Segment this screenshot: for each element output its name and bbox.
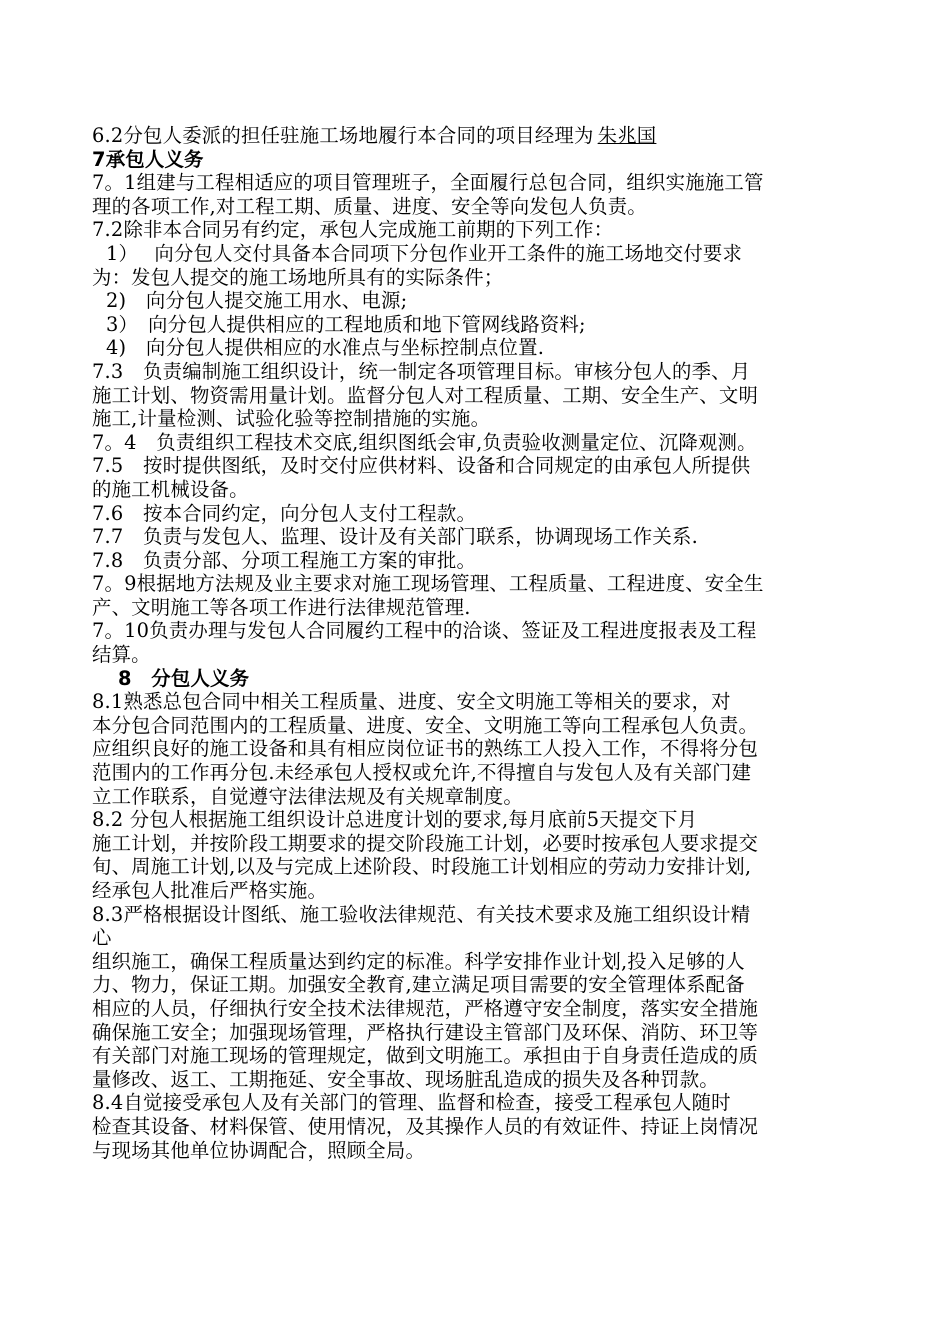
clause-7-2-item-3: 3） 向分包人提供相应的工程地质和地下管网线路资料; (106, 312, 586, 336)
clause-7-1-line-2: 理的各项工作,对工程工期、质量、进度、安全等向发包人负责。 (92, 194, 647, 218)
clause-8-1-line-3: 应组织良好的施工设备和具有相应岗位证书的熟练工人投入工作，不得将分包 (92, 737, 759, 761)
clause-6-2 (92, 124, 867, 148)
clause-7-5-line-1: 7.5 按时提供图纸，及时交付应供材料、设备和合同规定的由承包人所提供 (92, 454, 751, 478)
clause-8-4-line-3: 与现场其他单位协调配合，照顾全局。 (92, 1138, 426, 1162)
clause-7-3-line-1: 7.3 负责编制施工组织设计，统一制定各项管理目标。审核分包人的季、月 (92, 359, 751, 383)
clause-7-7: 7.7 负责与发包人、监理、设计及有关部门联系，协调现场工作关系. (92, 525, 698, 549)
clause-7-2-item-2: 2) 向分包人提交施工用水、电源; (106, 289, 408, 313)
clause-7-3-line-3: 施工,计量检测、试验化验等控制措施的实施。 (92, 407, 491, 431)
clause-8-3-line-4: 力、物力，保证工期。加强安全教育,建立满足项目需要的安全管理体系配备 (92, 973, 745, 997)
clause-7-8: 7.8 负责分部、分项工程施工方案的审批。 (92, 548, 477, 572)
clause-8-2-line-4: 经承包人批准后严格实施。 (92, 879, 328, 902)
clause-8-1-line-5: 立工作联系，自觉遵守法律法规及有关规章制度。 (92, 784, 523, 808)
clause-8-4-line-1: 8.4自觉接受承包人及有关部门的管理、监督和检查，接受工程承包人随时 (92, 1091, 731, 1115)
clause-8-1-line-4: 范围内的工作再分包.未经承包人授权或允许,不得擅自与发包人及有关部门建 (92, 761, 752, 785)
clause-8-2-line-2: 施工计划，并按阶段工期要求的提交阶段施工计划，必要时按承包人要求提交 (92, 831, 759, 855)
document-page (92, 124, 867, 1162)
clause-7-2-item-4: 4) 向分包人提供相应的水准点与坐标控制点位置. (106, 336, 545, 360)
clause-8-3-line-3: 组织施工，确保工程质量达到约定的标准。科学安排作业计划,投入足够的人 (92, 949, 745, 973)
clause-6-2-text: 6.2分包人委派的担任驻施工场地履行本合同的项目经理为 (92, 124, 594, 147)
clause-7-2-intro: 7.2除非本合同另有约定，承包人完成施工前期的下列工作： (92, 218, 614, 242)
clause-8-3-line-1: 8.3严格根据设计图纸、施工验收法律规范、有关技术要求及施工组织设计精 (92, 902, 751, 926)
clause-7-4: 7。4 负责组织工程技术交底,组织图纸会审,负责验收测量定位、沉降观测。 (92, 430, 757, 454)
clause-7-5-line-2: 的施工机械设备。 (92, 477, 249, 501)
clause-7-10-line-1: 7。10负责办理与发包人合同履约工程中的洽谈、签证及工程进度报表及工程 (92, 619, 757, 643)
clause-8-3-line-7: 有关部门对施工现场的管理规定，做到文明施工。承担由于自身责任造成的质 (92, 1044, 759, 1068)
clause-7-2-item-1-cont: 为：发包人提交的施工场地所具有的实际条件； (92, 265, 504, 289)
clause-7-6: 7.6 按本合同约定，向分包人支付工程款。 (92, 501, 477, 525)
clause-8-1-line-1: 8.1熟悉总包合同中相关工程质量、进度、安全文明施工等相关的要求，对 (92, 690, 731, 714)
clause-7-10-line-2: 结算。 (92, 643, 151, 667)
clause-8-3-line-6: 确保施工安全；加强现场管理，严格执行建设主管部门及环保、消防、环卫等 (92, 1020, 759, 1044)
clause-7-2-item-1: 1） 向分包人交付具备本合同项下分包作业开工条件的施工场地交付要求 (106, 241, 743, 265)
clause-7-1-line-1: 7。1组建与工程相适应的项目管理班子，全面履行总包合同，组织实施施工管 (92, 171, 764, 195)
project-manager-name: 朱兆国 (597, 124, 657, 147)
section-8-heading: 8 分包人义务 (118, 666, 250, 690)
clause-8-4-line-2: 检查其设备、材料保管、使用情况，及其操作人员的有效证件、持证上岗情况 (92, 1114, 759, 1138)
clause-8-3-line-5: 相应的人员，仔细执行安全技术法律规范，严格遵守安全制度，落实安全措施 (92, 996, 759, 1020)
clause-8-2-line-1: 8.2 分包人根据施工组织设计总进度计划的要求,每月底前5天提交下月 (92, 808, 698, 832)
clause-7-9-line-1: 7。9根据地方法规及业主要求对施工现场管理、工程质量、工程进度、安全生 (92, 572, 764, 596)
clause-7-9-line-2: 产、文明施工等各项工作进行法律规范管理. (92, 595, 471, 619)
section-7-heading: 7承包人义务 (92, 147, 204, 171)
clause-8-2-line-3: 旬、周施工计划,以及与完成上述阶段、时段施工计划相应的劳动力安排计划, (92, 855, 752, 879)
clause-8-3-line-2: 心 (92, 926, 112, 950)
clause-8-1-line-2: 本分包合同范围内的工程质量、进度、安全、文明施工等向工程承包人负责。 (92, 713, 759, 737)
clause-7-3-line-2: 施工计划、物资需用量计划。监督分包人对工程质量、工期、安全生产、文明 (92, 383, 759, 407)
clause-8-3-line-8: 量修改、返工、工期拖延、安全事故、现场脏乱造成的损失及各种罚款。 (92, 1067, 719, 1091)
